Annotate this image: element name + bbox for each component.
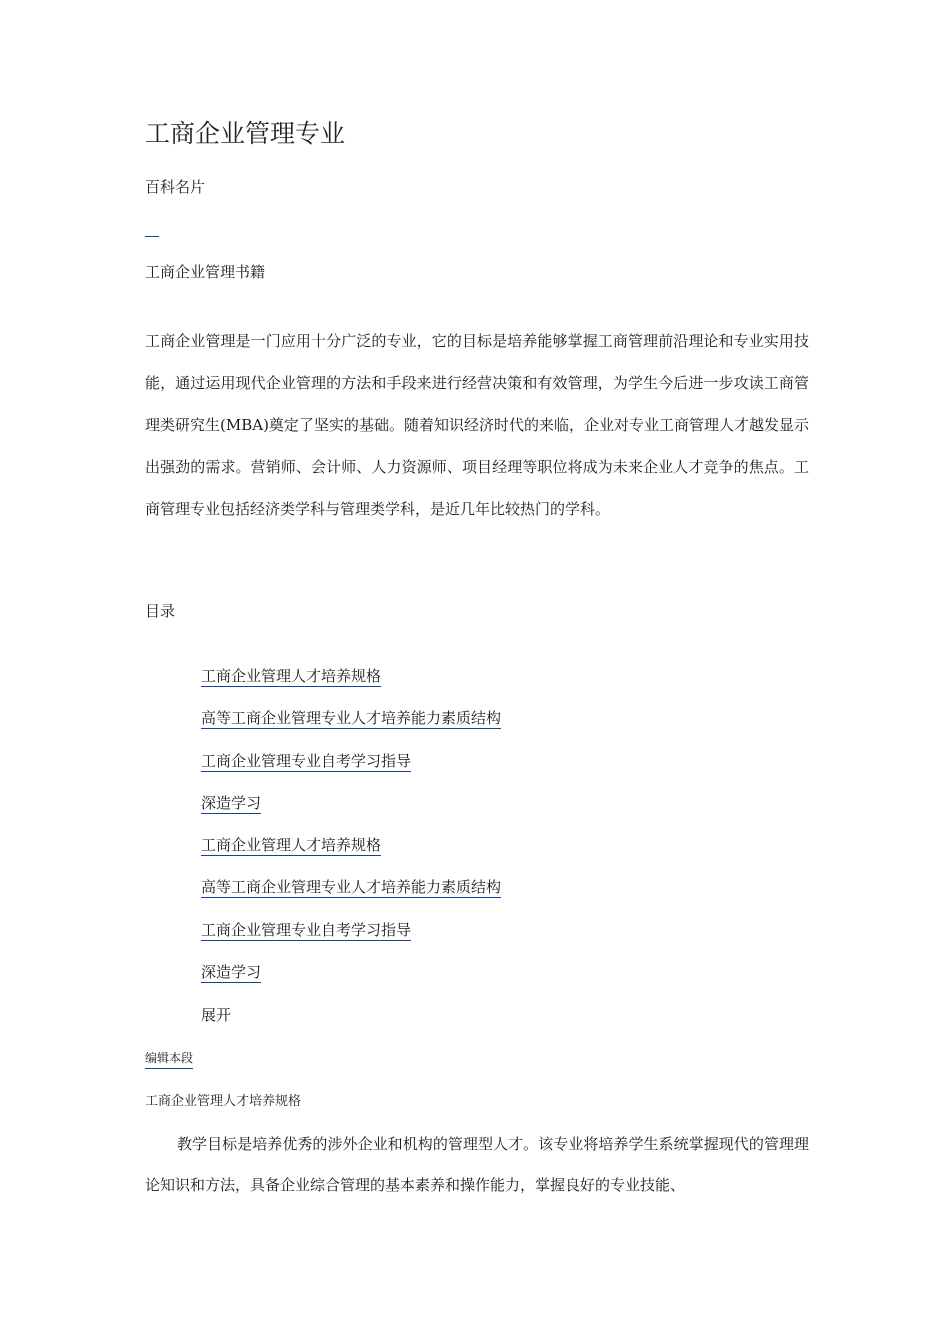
toc-link[interactable]: 工商企业管理专业自考学习指导 (201, 751, 412, 770)
toc-link[interactable]: 工商企业管理人才培养规格 (201, 836, 382, 855)
toc-expand-toggle[interactable]: 展开 (201, 1006, 232, 1024)
section-paragraph: 教学目标是培养优秀的涉外企业和机构的管理型人才。该专业将培养学生系统掌握现代的管理理论知识和方法，具备企业综合管理的基本素养和操作能力，掌握良好的专业技能、 (145, 1135, 809, 1194)
toc-link[interactable]: 工商企业管理专业自考学习指导 (201, 920, 412, 939)
page-title: 工商企业管理专业 (145, 119, 346, 148)
toc-list (201, 662, 501, 1000)
toc-link[interactable]: 深造学习 (201, 963, 262, 982)
toc-link[interactable]: 深造学习 (201, 793, 262, 812)
toc-link[interactable]: 高等工商企业管理专业人才培养能力素质结构 (201, 878, 502, 897)
toc-heading: 目录 (145, 602, 176, 620)
baike-card-label: 百科名片 (145, 178, 206, 196)
toc-item (201, 958, 501, 1000)
toc-link[interactable]: 工商企业管理人才培养规格 (201, 667, 382, 685)
toc-link[interactable]: 高等工商企业管理专业人才培养能力素质结构 (201, 709, 502, 728)
toc-item (201, 789, 501, 831)
toc-item (201, 704, 501, 746)
toc-item (201, 873, 501, 915)
image-link[interactable] (145, 222, 159, 237)
toc-item (201, 916, 501, 958)
toc-item (201, 662, 501, 704)
toc-item (201, 747, 501, 789)
intro-paragraph: 工商企业管理是一门应用十分广泛的专业，它的目标是培养能够掌握工商管理前沿理论和专业实用技能，通过运用现代企业管理的方法和手段来进行经营决策和有效管理，为学生今后进一步攻读工商管理类研究生(MBA)奠定了坚实的基础。随着知识经济时代的来临，企业对专业工商管理人才越发显示出强劲的需求。营销师、会计师、人力资源师、项目经理等职位将成为未来企业人才竞争的焦点。工商管理专业包括经济类学科与管理类学科，是近几年比较热门的学科。 (145, 332, 809, 518)
image-caption: 工商企业管理书籍 (145, 263, 266, 281)
edit-section-link[interactable]: 编辑本段 (145, 1048, 193, 1069)
toc-item (201, 831, 501, 873)
section-heading: 工商企业管理人才培养规格 (145, 1094, 302, 1109)
